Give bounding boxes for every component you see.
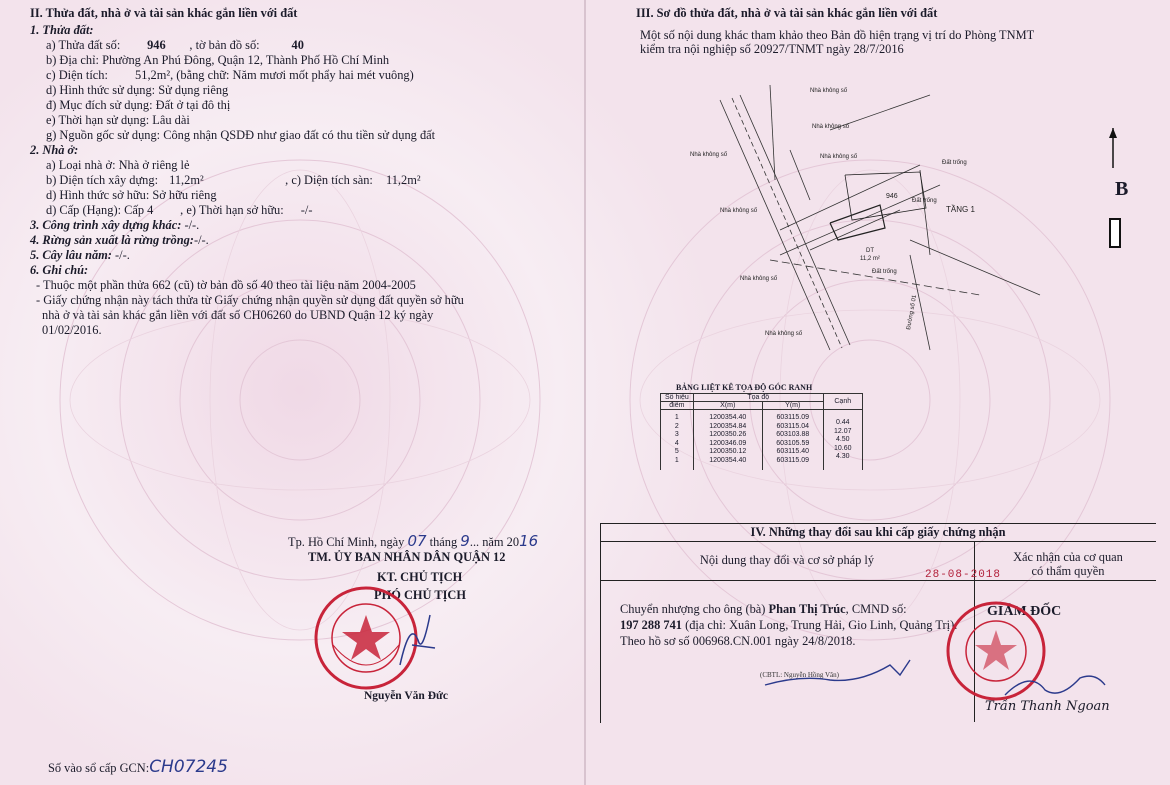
map-floor-label: TẦNG 1 (946, 205, 975, 214)
parcel-map (680, 80, 1050, 355)
section-3-description: Một số nội dung khác tham khảo theo Bản đồ hiện trạng vị trí do Phòng TNMT kiểm tra nội nghiệp số 20927/TNMT ngày 28/7/2016 (640, 28, 1035, 56)
land-heading: 1. Thửa đất: (30, 23, 94, 37)
director-name: Trần Thanh Ngoan (985, 699, 1110, 714)
svg-text:Đất trống: Đất trống (912, 198, 937, 204)
issue-month: 9 (460, 532, 470, 550)
change-entry: Chuyển nhượng cho ông (bà) Phan Thị Trúc, CMND số: 197 288 741 (địa chỉ: Xuân Long, Trung Hải, Gio Linh, Quảng Trị). Theo hồ sơ số 006968.CN.001 ngày 24/8/2018. (620, 602, 958, 648)
parcel-row: a) Thửa đất số: 946 , tờ bản đồ số: 40 (30, 38, 570, 53)
area-row: c) Diện tích: 51,2m², (bằng chữ: Năm mươi mốt phẩy hai mét vuông) (46, 68, 414, 82)
coord-header-point: Số hiệu (661, 394, 694, 402)
svg-text:Nhà không số: Nhà không số (765, 331, 803, 337)
scale-bar-icon (1109, 218, 1121, 248)
coord-header-edge: Cạnh (823, 394, 862, 410)
section-4-title: IV. Những thay đổi sau khi cấp giấy chứng nhận (600, 523, 1156, 542)
svg-text:Đất trống: Đất trống (872, 269, 897, 275)
director-signature-icon (1000, 670, 1110, 700)
svg-text:Nhà không số: Nhà không số (820, 154, 858, 160)
coord-points: 1 2 3 4 5 1 (661, 410, 694, 470)
note-1: - Thuộc một phần thửa 662 (cũ) tờ bản đồ số 40 theo tài liệu năm 2004-2005 (36, 278, 416, 292)
svg-text:Nhà không số: Nhà không số (740, 276, 778, 282)
origin-row: g) Nguồn gốc sử dụng: Công nhận QSDĐ như giao đất có thu tiền sử dụng đất (46, 128, 436, 142)
section-2 (30, 6, 570, 338)
coord-y-values: 603115.09 603115.04 603103.88 603105.59 603115.40 603115.09 (762, 410, 823, 470)
built-area-row: b) Diện tích xây dựng: 11,2m² , c) Diện tích sàn: 11,2m² (46, 173, 421, 187)
map-parcel-label: 946 (886, 193, 898, 200)
note-4: 01/02/2016. (42, 323, 102, 337)
map-empty-label: Đất trống (942, 160, 967, 166)
map-dt-value: 11,2 m² (860, 256, 880, 262)
transferee-id: 197 288 741 (620, 618, 682, 632)
map-neighbor-label: Nhà không số (810, 88, 848, 94)
gcn-number: CH07245 (149, 757, 228, 777)
forest-row: 4. Rừng sản xuất là rừng trồng:-/-. (30, 233, 209, 247)
house-type-row: a) Loại nhà ở: Nhà ở riêng lẻ (46, 158, 190, 172)
map-road-label: Đường số 01 (906, 294, 919, 331)
coord-header-coords: Tọa độ (693, 394, 823, 402)
changes-col-content: Nội dung thay đổi và cơ sở pháp lý (699, 553, 875, 567)
clerk-signature-icon (760, 655, 920, 695)
coord-table: Số hiệu Tọa độ Cạnh điểm X(m) Y(m) 1 2 3 4 5 1 1200354.40 1200354.84 1200350.26 1200346.09 1200350.12 1200354.40 603115.09 603115.04 603103.88 603105.59 603115.40 603115.09 0.44 12.07 4.50 10.60 4.30 (660, 393, 863, 470)
house-heading: 2. Nhà ở: (30, 143, 79, 157)
gcn-record: Số vào sổ cấp GCN:CH07245 (48, 757, 228, 777)
use-form-row: d) Hình thức sử dụng: Sử dụng riêng (46, 83, 229, 97)
map-number: 40 (291, 38, 304, 52)
coord-header-y: Y(m) (762, 402, 823, 410)
fold-line (584, 0, 586, 785)
coord-edge-values: 0.44 12.07 4.50 10.60 4.30 (823, 410, 862, 470)
issue-day: 07 (407, 532, 427, 550)
north-label: B (1115, 178, 1129, 200)
other-works-row: 3. Công trình xây dựng khác: -/-. (30, 218, 200, 232)
coord-header-x: X(m) (693, 402, 762, 410)
director-title: GIÁM ĐỐC (987, 604, 1062, 619)
notes-heading: 6. Ghi chú: (30, 263, 89, 277)
address-row: b) Địa chỉ: Phường An Phú Đông, Quận 12, Thành Phố Hồ Chí Minh (46, 53, 390, 67)
coord-table-title: BẢNG LIỆT KÊ TỌA ĐỘ GÓC RANH (676, 383, 813, 392)
transferee-name: Phan Thị Trúc (768, 602, 846, 616)
purpose-row: đ) Mục đích sử dụng: Đất ở tại đô thị (46, 98, 231, 112)
change-date-stamp: 28-08-2018 (925, 569, 1002, 581)
note-3: nhà ở và tài sản khác gắn liền với đất số CH06260 do UBND Quận 12 ký ngày (42, 308, 434, 322)
svg-text:Nhà không số: Nhà không số (720, 208, 758, 214)
section-2-title: II. Thửa đất, nhà ở và tài sản khác gắn liền với đất (30, 6, 298, 20)
issuer-title-2: PHÓ CHỦ TỊCH (374, 588, 467, 602)
issuer-org: TM. ỦY BAN NHÂN DÂN QUẬN 12 (308, 550, 506, 564)
issuer-name: Nguyễn Văn Đức (364, 690, 449, 702)
svg-text:Nhà không số: Nhà không số (690, 152, 728, 158)
issuer-title-1: KT. CHỦ TỊCH (377, 570, 463, 584)
clerk-signature-note: (CBTL: Nguyễn Hồng Vân) (760, 671, 839, 679)
parcel-number: 946 (147, 38, 166, 52)
note-2: - Giấy chứng nhận này tách thửa từ Giấy chứng nhận quyền sử dụng đất quyền sở hữu (36, 293, 464, 307)
ownership-row: d) Hình thức sở hữu: Sở hữu riêng (46, 188, 217, 202)
coord-x-values: 1200354.40 1200354.84 1200350.26 1200346.09 1200350.12 1200354.40 (693, 410, 762, 470)
section-3-title: III. Sơ đồ thửa đất, nhà ở và tài sản khác gắn liền với đất (636, 6, 938, 20)
perennial-row: 5. Cây lâu năm: -/-. (30, 248, 130, 262)
issuer-signature-icon (390, 610, 440, 670)
grade-row: d) Cấp (Hạng): Cấp 4 , e) Thời hạn sở hữu: -/- (46, 203, 313, 217)
issue-year: 16 (519, 532, 539, 550)
map-dt-label: DT (866, 248, 874, 254)
svg-text:Nhà không số: Nhà không số (812, 124, 850, 130)
changes-col-confirm: Xác nhận của cơ quan có thẩm quyền (1013, 550, 1123, 578)
term-row: e) Thời hạn sử dụng: Lâu dài (46, 113, 190, 127)
issue-date-line: Tp. Hồ Chí Minh, ngày 07 tháng 9... năm 2016 (288, 532, 539, 550)
